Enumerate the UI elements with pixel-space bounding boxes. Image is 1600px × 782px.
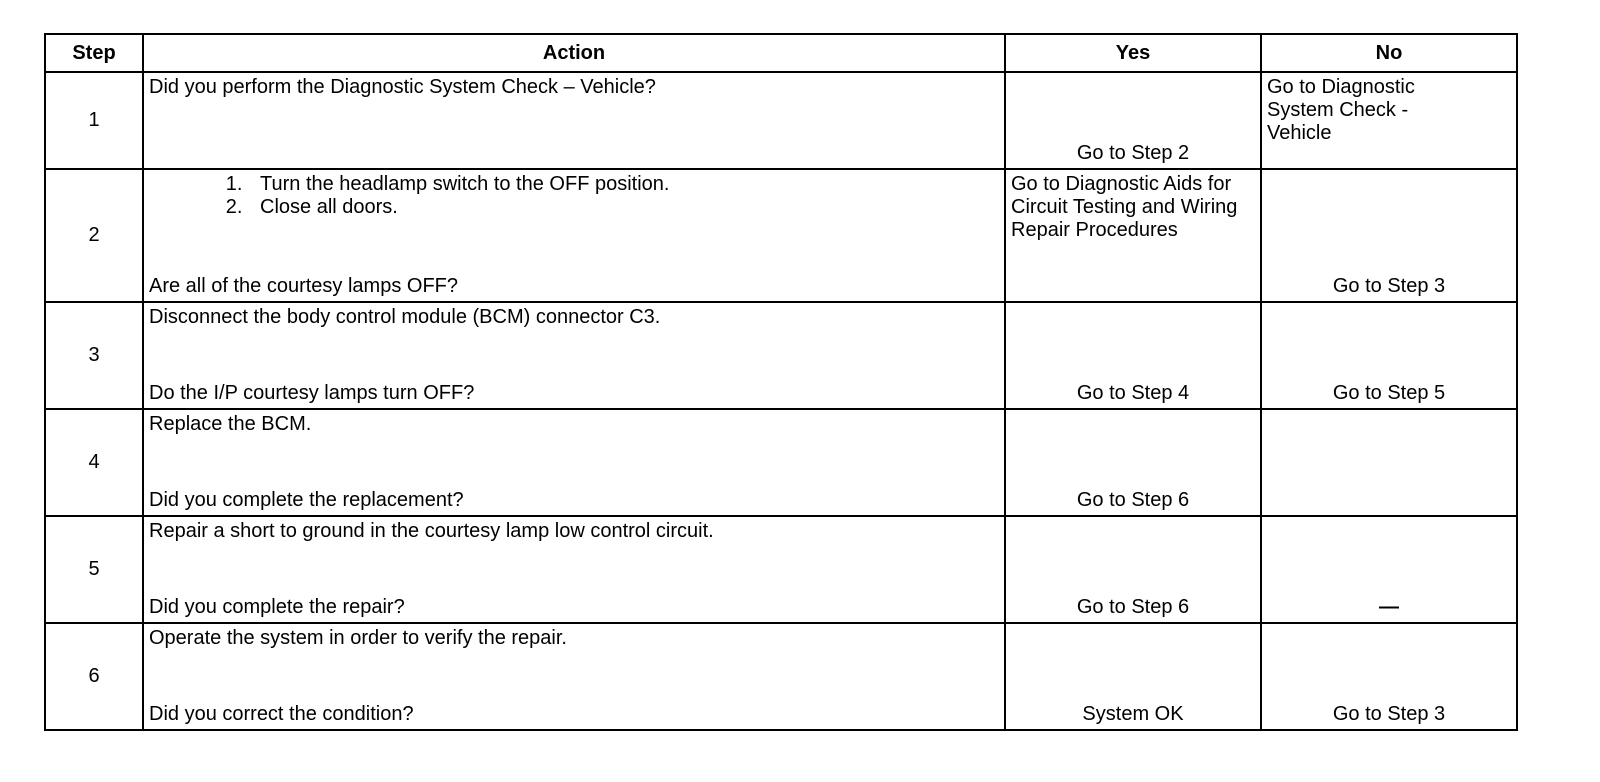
yes-cell — [1005, 409, 1261, 516]
no-text: — — [1379, 596, 1399, 618]
table-row — [45, 72, 1517, 169]
action-steps-list — [144, 173, 669, 219]
header-no: No — [1261, 34, 1517, 72]
question-text: Did you correct the condition? — [149, 703, 414, 725]
table-row — [45, 169, 1517, 302]
question-text: Did you complete the repair? — [149, 596, 405, 618]
action-text: Repair a short to ground in the courtesy lamp low control circuit. — [149, 520, 714, 542]
question-text: Are all of the courtesy lamps OFF? — [149, 275, 459, 297]
header-row — [45, 34, 1517, 72]
action-cell — [143, 72, 1005, 169]
step-number: 1 — [45, 72, 143, 169]
action-step-item: 2. Close all doors. — [248, 196, 669, 219]
no-text: Go to Diagnostic System Check - Vehicle — [1267, 76, 1415, 144]
no-cell — [1261, 623, 1517, 730]
action-cell — [143, 409, 1005, 516]
table-row — [45, 516, 1517, 623]
action-text: Replace the BCM. — [149, 413, 312, 435]
no-cell — [1261, 72, 1517, 169]
action-cell — [143, 302, 1005, 409]
no-cell — [1261, 516, 1517, 623]
step-number: 2 — [45, 169, 143, 302]
diagnostic-table — [44, 33, 1518, 731]
yes-text: Go to Diagnostic Aids for Circuit Testing and Wiring Repair Procedures — [1011, 173, 1238, 241]
yes-cell — [1005, 72, 1261, 169]
yes-text: Go to Step 6 — [1076, 489, 1190, 511]
yes-cell — [1005, 302, 1261, 409]
yes-text: Go to Step 2 — [1076, 142, 1190, 164]
yes-text: System OK — [1082, 703, 1184, 725]
header-step: Step — [45, 34, 143, 72]
question-text: Do the I/P courtesy lamps turn OFF? — [149, 382, 475, 404]
table-row — [45, 409, 1517, 516]
action-text: Operate the system in order to verify the repair. — [149, 627, 567, 649]
action-cell — [143, 623, 1005, 730]
yes-cell — [1005, 169, 1261, 302]
no-text: Go to Step 5 — [1332, 382, 1446, 404]
no-text: Go to Step 3 — [1332, 703, 1446, 725]
action-text: Did you perform the Diagnostic System Check – Vehicle? — [149, 76, 656, 98]
step-number: 4 — [45, 409, 143, 516]
action-step-item: 1. Turn the headlamp switch to the OFF position. — [248, 173, 669, 196]
yes-text: Go to Step 4 — [1076, 382, 1190, 404]
question-text: Did you complete the replacement? — [149, 489, 464, 511]
no-cell — [1261, 409, 1517, 516]
action-text: Disconnect the body control module (BCM) connector C3. — [149, 306, 661, 328]
action-cell — [143, 169, 1005, 302]
header-yes: Yes — [1005, 34, 1261, 72]
yes-cell — [1005, 516, 1261, 623]
no-text: Go to Step 3 — [1332, 275, 1446, 297]
yes-cell — [1005, 623, 1261, 730]
header-action: Action — [143, 34, 1005, 72]
step-number: 3 — [45, 302, 143, 409]
no-cell — [1261, 302, 1517, 409]
no-cell — [1261, 169, 1517, 302]
action-cell — [143, 516, 1005, 623]
table-row — [45, 302, 1517, 409]
step-number: 5 — [45, 516, 143, 623]
yes-text: Go to Step 6 — [1076, 596, 1190, 618]
step-number: 6 — [45, 623, 143, 730]
table-row — [45, 623, 1517, 730]
